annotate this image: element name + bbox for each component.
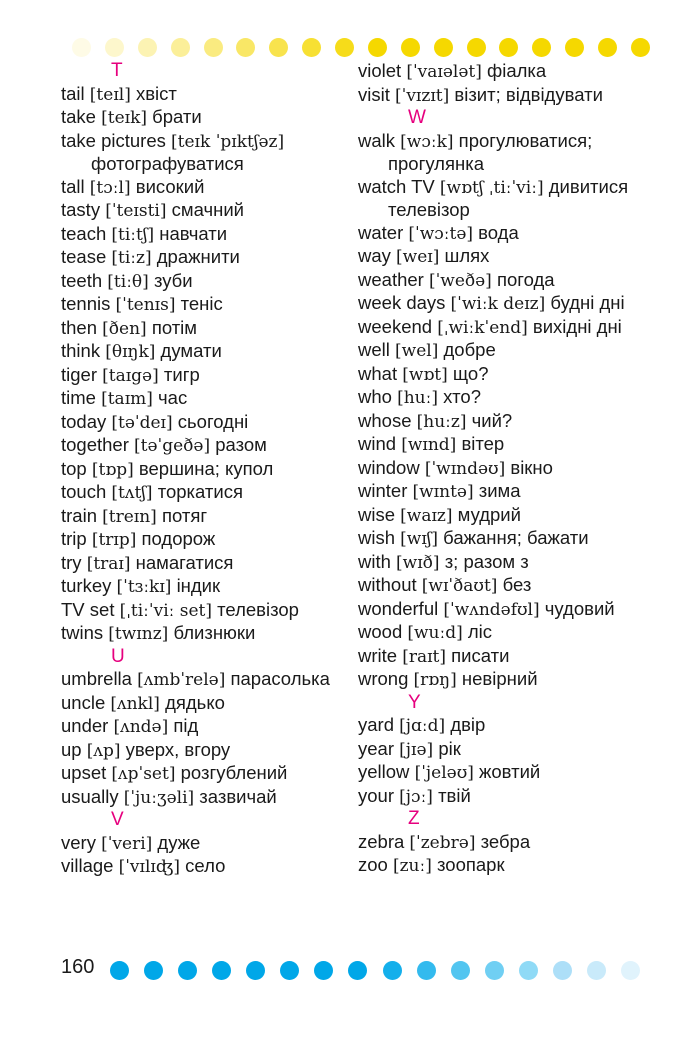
decorative-dot: [335, 38, 354, 57]
entry-word: think: [61, 340, 101, 361]
glossary-entry: [358, 457, 658, 481]
entry-transcription: [ˈwɔːtə]: [408, 223, 474, 244]
decorative-dot: [598, 38, 617, 57]
glossary-entry: [61, 387, 351, 411]
entry-transcription: [ʌp]: [86, 740, 121, 761]
entry-word: whose: [358, 409, 412, 431]
glossary-right-column: [358, 60, 658, 878]
entry-translation: погода: [496, 268, 555, 290]
decorative-dot: [519, 961, 538, 980]
entry-word: write: [358, 644, 398, 666]
glossary-entry: [61, 411, 351, 435]
entry-word: try: [61, 551, 82, 573]
glossary-entry: [61, 528, 351, 552]
glossary-entry: [358, 621, 658, 645]
glossary-entry: [61, 739, 351, 763]
entry-translation: смачний: [171, 199, 244, 220]
entry-translation: будні дні: [550, 292, 625, 313]
glossary-entry: [61, 599, 351, 623]
entry-transcription: [wɪnd]: [401, 435, 457, 455]
entry-transcription: [wɒtʃ ˌtiːˈviː]: [439, 177, 544, 198]
entry-transcription: [ˈzebrə]: [409, 832, 476, 853]
entry-transcription: [huː]: [397, 388, 438, 408]
entry-transcription: [ˈveri]: [101, 833, 153, 854]
glossary-entry: [61, 106, 351, 130]
entry-word: what: [358, 362, 398, 384]
entry-transcription: [ðen]: [102, 318, 147, 339]
entry-transcription: [wɒt]: [402, 364, 448, 385]
entry-translation: зоопарк: [437, 854, 505, 875]
entry-transcription: [wel]: [395, 341, 439, 361]
entry-transcription: [jɑːd]: [399, 716, 446, 736]
glossary-entry: [61, 668, 351, 692]
entry-word: top: [61, 457, 87, 479]
entry-transcription: [ˈvɪzɪt]: [395, 85, 450, 106]
decorative-dot: [631, 38, 650, 57]
entry-translation: вітер: [461, 433, 505, 454]
entry-transcription: [ˈjuːʒəli]: [123, 787, 195, 808]
glossary-entry: [61, 176, 351, 200]
entry-transcription: [taɪgə]: [102, 365, 159, 386]
glossary-entry: [358, 363, 658, 387]
entry-transcription: [tʌtʃ]: [111, 483, 153, 503]
entry-translation: чудовий: [544, 597, 615, 619]
entry-transcription: [ˈwɪndəʊ]: [424, 458, 506, 479]
entry-translation: високий: [135, 175, 205, 197]
decorative-dot: [171, 38, 190, 57]
glossary-entry: [358, 269, 658, 293]
glossary-entry: [358, 316, 658, 340]
glossary-entry: [358, 831, 658, 855]
entry-transcription: [traɪ]: [86, 553, 131, 574]
glossary-entry: [61, 317, 351, 341]
entry-transcription: [ʌmbˈrelə]: [137, 670, 226, 690]
entry-translation: бажання; бажати: [443, 527, 589, 548]
entry-word: way: [358, 245, 391, 266]
entry-translation: вікно: [510, 456, 553, 478]
entry-translation: разом: [215, 434, 267, 455]
entry-word: walk: [358, 129, 396, 151]
entry-transcription: [teɪl]: [89, 84, 131, 105]
glossary-entry: [61, 293, 351, 317]
entry-transcription: [taɪm]: [101, 389, 153, 409]
entry-word: yard: [358, 714, 394, 735]
glossary-entry: [61, 458, 351, 482]
entry-translation: візит; відвідувати: [454, 83, 603, 105]
entry-translation: шлях: [444, 245, 490, 266]
glossary-entry: [358, 551, 658, 575]
decorative-dot: [144, 961, 163, 980]
glossary-entry: [358, 785, 658, 809]
entry-transcription: [ˌwiːkˈend]: [437, 317, 528, 338]
letter-heading: Z: [408, 808, 420, 829]
decorative-dot: [565, 38, 584, 57]
top-dot-border: [72, 38, 650, 57]
entry-translation: уверх, вгору: [125, 738, 231, 760]
glossary-entry: [61, 199, 351, 223]
decorative-dot: [451, 961, 470, 980]
entry-transcription: [jɔː]: [399, 786, 433, 807]
entry-word: teeth: [61, 269, 103, 291]
entry-translation: хто?: [443, 386, 482, 407]
glossary-left-column: [61, 60, 351, 879]
glossary-entry: [61, 246, 351, 270]
entry-translation: чий?: [471, 409, 513, 431]
glossary-entry: [358, 60, 658, 84]
entry-translation: невірний: [461, 668, 538, 689]
entry-transcription: [ʌpˈset]: [111, 764, 176, 784]
decorative-dot: [417, 961, 436, 980]
glossary-entry: [358, 598, 658, 622]
glossary-entry: [358, 645, 658, 669]
glossary-entry: [61, 855, 351, 879]
glossary-entry: [358, 854, 658, 878]
glossary-entry: [61, 692, 351, 716]
entry-transcription: [teɪk ˈpɪktʃəz]: [171, 131, 285, 152]
decorative-dot: [302, 38, 321, 57]
entry-translation: дивитися телевізор: [388, 175, 629, 220]
decorative-dot: [621, 961, 640, 980]
glossary-entry: [61, 223, 351, 247]
decorative-dot: [553, 961, 572, 980]
glossary-entry: [358, 504, 658, 528]
glossary-entry: [61, 340, 351, 364]
entry-transcription: [təˈgeðə]: [134, 436, 211, 456]
entry-word: twins: [61, 622, 104, 643]
glossary-entry: [358, 433, 658, 457]
decorative-dot: [314, 961, 333, 980]
entry-word: without: [358, 574, 417, 595]
entry-word: water: [358, 221, 404, 243]
glossary-entry: [61, 83, 351, 107]
entry-transcription: [rɒŋ]: [413, 670, 457, 690]
entry-transcription: [treɪn]: [102, 506, 157, 527]
decorative-dot: [467, 38, 486, 57]
entry-translation: фотографуватися: [91, 153, 244, 174]
glossary-entry: [61, 270, 351, 294]
decorative-dot: [246, 961, 265, 980]
page-number: 160: [61, 956, 95, 978]
entry-word: uncle: [61, 691, 106, 713]
entry-translation: дражнити: [156, 246, 240, 267]
decorative-dot: [236, 38, 255, 57]
entry-word: year: [358, 737, 394, 759]
decorative-dot: [434, 38, 453, 57]
entry-translation: твій: [438, 784, 471, 806]
entry-word: weather: [358, 268, 424, 290]
entry-transcription: [jɪə]: [399, 739, 434, 760]
entry-translation: брати: [152, 106, 202, 127]
entry-word: train: [61, 504, 97, 526]
entry-word: take: [61, 106, 96, 127]
entry-word: usually: [61, 785, 119, 807]
glossary-entry: [61, 364, 351, 388]
decorative-dot: [269, 38, 288, 57]
decorative-dot: [204, 38, 223, 57]
entry-translation: вихідні дні: [532, 315, 622, 337]
entry-word: take pictures: [61, 129, 166, 151]
entry-translation: з; разом з: [444, 550, 529, 572]
entry-translation: теніс: [180, 293, 223, 314]
glossary-entry: [61, 505, 351, 529]
entry-word: tasty: [61, 199, 101, 220]
entry-transcription: [tɔːl]: [89, 177, 131, 198]
entry-word: upset: [61, 762, 107, 783]
entry-word: window: [358, 456, 420, 478]
glossary-entry: [358, 130, 658, 176]
entry-transcription: [huːz]: [416, 411, 467, 432]
entry-transcription: [wɪˈðaʊt]: [421, 576, 498, 596]
entry-translation: вершина; купол: [138, 457, 274, 479]
glossary-entry: [358, 176, 658, 222]
entry-word: under: [61, 715, 109, 736]
entry-word: today: [61, 410, 107, 432]
decorative-dot: [138, 38, 157, 57]
entry-translation: дуже: [157, 831, 201, 853]
entry-translation: прогулюватися; прогулянка: [388, 129, 593, 174]
entry-word: your: [358, 784, 394, 806]
entry-transcription: [ˈwiːk deɪz]: [450, 294, 546, 314]
entry-translation: думати: [160, 340, 222, 361]
entry-transcription: [raɪt]: [402, 646, 446, 667]
decorative-dot: [280, 961, 299, 980]
glossary-entry: [61, 130, 351, 176]
entry-translation: зазвичай: [199, 785, 277, 807]
entry-translation: без: [502, 574, 532, 595]
glossary-entry: [358, 480, 658, 504]
glossary-entry: [61, 575, 351, 599]
entry-transcription: [təˈdeɪ]: [111, 412, 173, 433]
entry-translation: близнюки: [173, 622, 256, 643]
glossary-entry: [61, 715, 351, 739]
decorative-dot: [212, 961, 231, 980]
glossary-entry: [358, 738, 658, 762]
entry-translation: двір: [450, 714, 486, 735]
entry-word: wood: [358, 621, 403, 642]
entry-word: watch TV: [358, 175, 435, 197]
entry-word: then: [61, 316, 98, 338]
glossary-entry: [358, 410, 658, 434]
letter-heading: W: [408, 107, 426, 128]
entry-translation: подорож: [141, 528, 216, 549]
decorative-dot: [499, 38, 518, 57]
entry-translation: тигр: [163, 363, 200, 385]
glossary-entry: [61, 552, 351, 576]
entry-translation: писати: [451, 644, 510, 666]
entry-transcription: [tiːtʃ]: [111, 224, 155, 245]
entry-translation: добре: [443, 339, 496, 360]
entry-word: tennis: [61, 293, 111, 314]
glossary-entry: [61, 832, 351, 856]
letter-heading: U: [111, 645, 125, 667]
entry-translation: час: [158, 387, 188, 408]
letter-heading: Y: [408, 691, 421, 713]
entry-transcription: [ˈjeləʊ]: [414, 763, 474, 783]
entry-translation: фіалка: [487, 60, 547, 81]
entry-word: time: [61, 387, 96, 408]
entry-word: up: [61, 738, 82, 760]
entry-word: village: [61, 855, 114, 876]
entry-word: weekend: [358, 315, 433, 337]
entry-transcription: [ˈvɪlɪʤ]: [118, 857, 181, 877]
entry-translation: жовтий: [479, 761, 541, 782]
entry-word: tail: [61, 82, 85, 104]
entry-translation: намагатися: [135, 551, 234, 573]
glossary-entry: [358, 339, 658, 363]
entry-word: visit: [358, 83, 390, 105]
glossary-entry: [358, 527, 658, 551]
entry-word: wonderful: [358, 597, 439, 619]
entry-translation: зима: [478, 480, 521, 501]
entry-transcription: [θɪŋk]: [105, 342, 156, 362]
entry-translation: ліс: [467, 621, 493, 642]
entry-translation: під: [173, 715, 199, 736]
entry-translation: хвіст: [135, 82, 177, 104]
decorative-dot: [587, 961, 606, 980]
glossary-entry: [358, 292, 658, 316]
entry-word: wind: [358, 433, 397, 454]
entry-transcription: [ˈtenɪs]: [115, 295, 176, 315]
decorative-dot: [401, 38, 420, 57]
entry-word: umbrella: [61, 668, 132, 689]
entry-word: turkey: [61, 575, 112, 596]
entry-word: week days: [358, 292, 446, 313]
glossary-entry: [358, 668, 658, 692]
entry-word: tall: [61, 175, 85, 197]
entry-transcription: [ʌnkl]: [110, 693, 160, 714]
entry-word: touch: [61, 481, 107, 502]
entry-word: teach: [61, 222, 107, 244]
entry-word: tease: [61, 246, 107, 267]
entry-transcription: [wɪntə]: [412, 482, 474, 502]
entry-word: very: [61, 831, 96, 853]
entry-transcription: [wuːd]: [407, 623, 463, 643]
glossary-entry: [358, 386, 658, 410]
entry-word: tiger: [61, 363, 97, 385]
glossary-entry: [358, 574, 658, 598]
entry-word: with: [358, 550, 391, 572]
glossary-entry: [358, 714, 658, 738]
glossary-entry: [61, 786, 351, 810]
entry-transcription: [twɪnz]: [108, 624, 169, 644]
letter-heading: T: [111, 60, 123, 81]
entry-translation: дядько: [165, 691, 225, 713]
entry-transcription: [ʌndə]: [113, 717, 169, 737]
decorative-dot: [368, 38, 387, 57]
entry-translation: рік: [438, 737, 461, 759]
decorative-dot: [383, 961, 402, 980]
entry-translation: парасолька: [230, 668, 330, 689]
glossary-entry: [358, 245, 658, 269]
entry-translation: мудрий: [457, 503, 521, 525]
entry-transcription: [ˈvaɪələt]: [406, 62, 482, 82]
entry-word: winter: [358, 480, 408, 501]
entry-translation: потім: [151, 316, 198, 338]
entry-translation: зуби: [153, 269, 193, 291]
decorative-dot: [110, 961, 129, 980]
entry-word: TV set: [61, 598, 115, 620]
bottom-dot-border: [110, 961, 640, 980]
entry-transcription: [waɪz]: [400, 505, 453, 526]
entry-transcription: [tiːθ]: [107, 271, 149, 292]
decorative-dot: [485, 961, 504, 980]
glossary-entry: [358, 761, 658, 785]
entry-translation: сьогодні: [177, 410, 249, 432]
glossary-entry: [61, 481, 351, 505]
entry-translation: телевізор: [217, 598, 299, 620]
glossary-entry: [358, 84, 658, 108]
entry-word: well: [358, 339, 390, 360]
entry-word: who: [358, 386, 392, 407]
entry-translation: торкатися: [157, 481, 244, 502]
decorative-dot: [348, 961, 367, 980]
glossary-entry: [61, 622, 351, 646]
entry-transcription: [tiːz]: [111, 248, 152, 268]
entry-transcription: [weɪ]: [396, 247, 440, 267]
glossary-entry: [61, 434, 351, 458]
decorative-dot: [105, 38, 124, 57]
entry-translation: вода: [478, 221, 519, 243]
entry-transcription: [trɪp]: [91, 530, 137, 550]
entry-transcription: [ˈtɜːkɪ]: [116, 577, 172, 597]
entry-transcription: [ˌtiːˈviː set]: [119, 600, 213, 621]
entry-transcription: [zuː]: [392, 856, 432, 876]
entry-transcription: [ˈwʌndəfʊl]: [443, 599, 540, 620]
entry-word: wish: [358, 527, 396, 548]
entry-word: zoo: [358, 854, 388, 875]
entry-transcription: [teɪk]: [101, 108, 148, 128]
entry-word: wrong: [358, 668, 409, 689]
decorative-dot: [178, 961, 197, 980]
entry-word: together: [61, 434, 129, 455]
entry-word: zebra: [358, 830, 405, 852]
glossary-entry: [61, 762, 351, 786]
entry-transcription: [ˈteɪsti]: [105, 201, 167, 221]
entry-translation: зебра: [480, 830, 531, 852]
entry-translation: село: [185, 855, 226, 876]
entry-translation: що?: [452, 362, 489, 384]
entry-transcription: [wɪʃ]: [400, 529, 439, 549]
entry-translation: потяг: [161, 504, 208, 526]
entry-translation: навчати: [159, 222, 228, 244]
entry-transcription: [tɒp]: [91, 459, 134, 480]
decorative-dot: [532, 38, 551, 57]
letter-heading: V: [111, 809, 124, 830]
entry-translation: індик: [176, 575, 221, 596]
glossary-entry: [358, 222, 658, 246]
entry-word: violet: [358, 60, 402, 81]
entry-word: yellow: [358, 761, 410, 782]
entry-transcription: [ˈweðə]: [428, 270, 492, 291]
decorative-dot: [72, 38, 91, 57]
entry-translation: розгублений: [180, 762, 288, 783]
entry-word: trip: [61, 528, 87, 549]
entry-transcription: [wɪð]: [396, 552, 440, 573]
entry-transcription: [wɔːk]: [400, 131, 454, 152]
entry-word: wise: [358, 503, 396, 525]
